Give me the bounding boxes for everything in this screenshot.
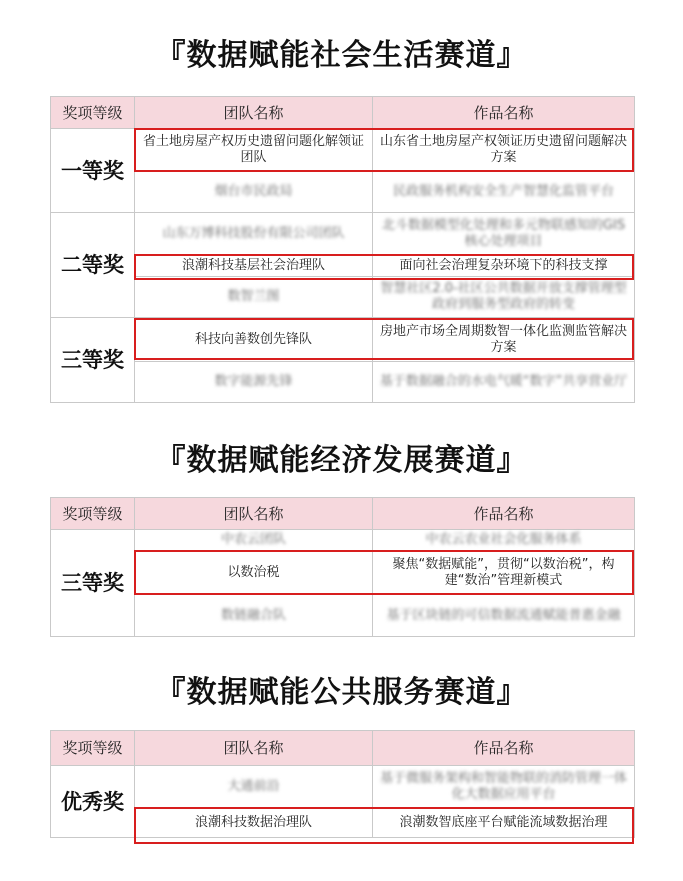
team-name: 数链融合队 (135, 595, 373, 637)
header-work: 作品名称 (373, 97, 635, 129)
track-title-public-service: 『数据赋能公共服务赛道』 (155, 675, 528, 710)
team-name: 中农云团队 (135, 530, 373, 551)
work-name: 智慧社区2.0-社区公共数据开放支撑管理型政府到服务型政府的转变 (373, 277, 635, 318)
header-grade: 奖项等级 (51, 97, 135, 129)
header-work: 作品名称 (373, 498, 635, 530)
team-name: 山东万博科技股份有限公司团队 (135, 213, 373, 255)
table-header-row (51, 498, 635, 530)
table-header-row (51, 731, 635, 766)
header-team: 团队名称 (135, 731, 373, 766)
work-name: 基于微服务架构和智能物联的消防管理一体化大数据应用平台 (373, 766, 635, 808)
track-title-economic: 『数据赋能经济发展赛道』 (155, 443, 528, 478)
header-work: 作品名称 (373, 731, 635, 766)
award-table-social-life (50, 96, 635, 403)
work-name: 民政服务机构安全生产智慧化监管平台 (373, 171, 635, 213)
team-name: 数字能源先锋 (135, 362, 373, 403)
team-name: 以数治税 (135, 551, 373, 595)
team-name: 大通前沿 (135, 766, 373, 808)
team-name: 省土地房屋产权历史遗留问题化解领证团队 (135, 129, 373, 171)
table-row (51, 171, 635, 213)
table-row (51, 551, 635, 595)
header-grade: 奖项等级 (51, 498, 135, 530)
table-row (51, 808, 635, 838)
award-table-public-service (50, 730, 635, 838)
work-name: 聚焦“数据赋能”，贯彻“以数治税”，构建“数治”管理新模式 (373, 551, 635, 595)
table-row (51, 530, 635, 551)
award-table-economic (50, 497, 635, 637)
table-row (51, 255, 635, 277)
team-name: 浪潮科技数据治理队 (135, 808, 373, 838)
table-row (51, 766, 635, 808)
table-row (51, 318, 635, 362)
header-grade: 奖项等级 (51, 731, 135, 766)
table-row (51, 129, 635, 171)
work-name: 浪潮数智底座平台赋能流域数据治理 (373, 808, 635, 838)
team-name: 烟台市民政局 (135, 171, 373, 213)
work-name: 基于区块链的可信数据流通赋能普惠金融 (373, 595, 635, 637)
table-row (51, 277, 635, 318)
grade-third-prize: 三等奖 (51, 530, 135, 637)
table-header-row (51, 97, 635, 129)
grade-excellence-prize: 优秀奖 (51, 766, 135, 838)
team-name: 数智兰图 (135, 277, 373, 318)
work-name: 基于数据融合的水电气暖“数字”共享营业厅 (373, 362, 635, 403)
table-row (51, 213, 635, 255)
header-team: 团队名称 (135, 97, 373, 129)
work-name: 中农云农业社会化服务体系 (373, 530, 635, 551)
work-name: 山东省土地房屋产权领证历史遗留问题解决方案 (373, 129, 635, 171)
table-row (51, 595, 635, 637)
work-name: 房地产市场全周期数智一体化监测监管解决方案 (373, 318, 635, 362)
team-name: 浪潮科技基层社会治理队 (135, 255, 373, 277)
header-team: 团队名称 (135, 498, 373, 530)
work-name: 北斗数据模型化处理和多元物联感知的GIS核心处理项目 (373, 213, 635, 255)
table-row (51, 362, 635, 403)
track-title-social-life: 『数据赋能社会生活赛道』 (155, 38, 528, 73)
grade-first-prize: 一等奖 (51, 129, 135, 213)
team-name: 科技向善数创先锋队 (135, 318, 373, 362)
grade-third-prize: 三等奖 (51, 318, 135, 403)
work-name: 面向社会治理复杂环境下的科技支撑 (373, 255, 635, 277)
grade-second-prize: 二等奖 (51, 213, 135, 318)
